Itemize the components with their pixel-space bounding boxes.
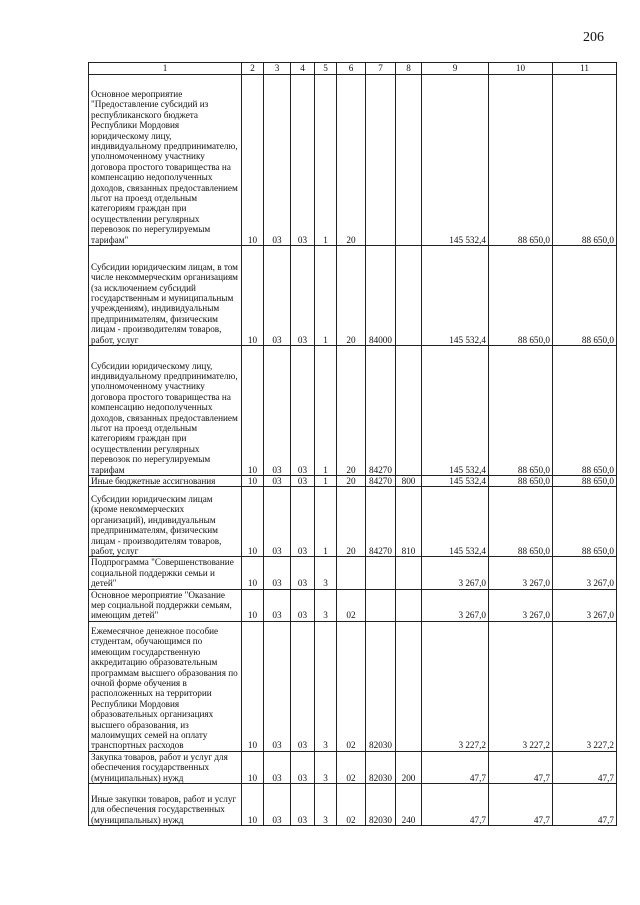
cell-subsection: 03: [264, 751, 291, 783]
column-header: 8: [396, 63, 422, 75]
cell-amount: 3 267,0: [553, 557, 617, 589]
cell-code: 84270: [366, 476, 396, 487]
cell-amount: 3 267,0: [489, 589, 553, 621]
table-row: [89, 621, 617, 751]
cell-code: 02: [337, 621, 366, 751]
cell-code: 20: [337, 487, 366, 557]
cell-code: 82030: [366, 621, 396, 751]
cell-code: 20: [337, 246, 366, 346]
cell-code: 02: [337, 784, 366, 826]
cell-section: 10: [242, 751, 264, 783]
cell-code: [337, 557, 366, 589]
cell-amount: 88 650,0: [553, 476, 617, 487]
cell-amount: 47,7: [489, 784, 553, 826]
table-row: [89, 476, 617, 487]
cell-code: 03: [291, 476, 315, 487]
column-header: 4: [291, 63, 315, 75]
cell-code: 03: [291, 487, 315, 557]
cell-subsection: 03: [264, 75, 291, 246]
row-description: Субсидии юридическим лицам (кроме некоммерческих организаций), индивидуальным предпринимателям, физическим лицам - производителям товаров, работ, услуг: [89, 487, 242, 557]
column-header: 1: [89, 63, 242, 75]
cell-code: 1: [315, 346, 337, 476]
cell-section: 10: [242, 346, 264, 476]
cell-amount: 88 650,0: [489, 246, 553, 346]
cell-subsection: 03: [264, 476, 291, 487]
cell-amount: 88 650,0: [489, 476, 553, 487]
cell-subsection: 03: [264, 246, 291, 346]
cell-code: 82030: [366, 751, 396, 783]
column-header: 5: [315, 63, 337, 75]
table-row: [89, 246, 617, 346]
cell-code: 3: [315, 589, 337, 621]
cell-code: 3: [315, 784, 337, 826]
cell-code: 3: [315, 751, 337, 783]
row-description: Иные закупки товаров, работ и услуг для обеспечения государственных (муниципальных) нужд: [89, 784, 242, 826]
cell-code: 84270: [366, 346, 396, 476]
table-row: [89, 751, 617, 783]
cell-type: [396, 346, 422, 476]
cell-code: 3: [315, 557, 337, 589]
cell-code: 03: [291, 621, 315, 751]
cell-amount: 88 650,0: [489, 487, 553, 557]
column-header: 10: [489, 63, 553, 75]
cell-amount: 3 267,0: [553, 589, 617, 621]
cell-section: 10: [242, 487, 264, 557]
cell-code: 84270: [366, 487, 396, 557]
page-number: 206: [583, 30, 604, 45]
cell-code: 20: [337, 75, 366, 246]
cell-section: 10: [242, 75, 264, 246]
cell-amount: 145 532,4: [422, 75, 489, 246]
cell-type: 200: [396, 751, 422, 783]
table-row: [89, 589, 617, 621]
cell-section: 10: [242, 784, 264, 826]
table-row: [89, 75, 617, 246]
cell-code: [366, 75, 396, 246]
cell-amount: 88 650,0: [553, 487, 617, 557]
cell-type: [396, 246, 422, 346]
row-description: Основное мероприятие "Оказание мер социальной поддержки семьям, имеющим детей": [89, 589, 242, 621]
cell-code: [366, 589, 396, 621]
cell-section: 10: [242, 246, 264, 346]
cell-amount: 3 267,0: [422, 557, 489, 589]
cell-subsection: 03: [264, 589, 291, 621]
cell-amount: 47,7: [553, 784, 617, 826]
table-row: [89, 346, 617, 476]
cell-code: 03: [291, 75, 315, 246]
budget-table: [88, 62, 617, 826]
cell-amount: 47,7: [489, 751, 553, 783]
cell-amount: 145 532,4: [422, 346, 489, 476]
cell-amount: 145 532,4: [422, 246, 489, 346]
cell-type: [396, 557, 422, 589]
cell-amount: 3 267,0: [489, 557, 553, 589]
cell-amount: 88 650,0: [489, 75, 553, 246]
cell-amount: 47,7: [422, 784, 489, 826]
cell-subsection: 03: [264, 557, 291, 589]
cell-code: 1: [315, 487, 337, 557]
cell-code: 20: [337, 346, 366, 476]
cell-amount: 88 650,0: [553, 75, 617, 246]
column-header: 3: [264, 63, 291, 75]
cell-subsection: 03: [264, 487, 291, 557]
column-header: 6: [337, 63, 366, 75]
cell-section: 10: [242, 557, 264, 589]
cell-subsection: 03: [264, 784, 291, 826]
header-row: [89, 63, 617, 75]
cell-amount: 88 650,0: [553, 246, 617, 346]
table-row: [89, 784, 617, 826]
cell-amount: 3 227,2: [489, 621, 553, 751]
cell-code: 3: [315, 621, 337, 751]
row-description: Субсидии юридическим лицам, в том числе некоммерческим организациям (за исключением субсидий государственным и муниципальным учреждениям), индивидуальным предпринимателям, физическим лицам - производителям товаров, работ, услуг: [89, 246, 242, 346]
cell-code: 03: [291, 589, 315, 621]
cell-section: 10: [242, 589, 264, 621]
cell-type: 240: [396, 784, 422, 826]
cell-code: [366, 557, 396, 589]
cell-amount: 3 227,2: [422, 621, 489, 751]
cell-amount: 145 532,4: [422, 476, 489, 487]
cell-code: 03: [291, 246, 315, 346]
cell-amount: 88 650,0: [489, 346, 553, 476]
cell-code: 84000: [366, 246, 396, 346]
row-description: Субсидии юридическому лицу, индивидуальному предпринимателю, уполномоченному участнику договора простого товарищества на компенсацию недополученных доходов, связанных предоставлением льгот на проезд отдельным категориям граждан при осуществлении регулярных перевозок по нерегулируемым тарифам: [89, 346, 242, 476]
row-description: Закупка товаров, работ и услуг для обеспечения государственных (муниципальных) нужд: [89, 751, 242, 783]
cell-code: 03: [291, 784, 315, 826]
cell-code: 02: [337, 751, 366, 783]
table-row: [89, 487, 617, 557]
table-row: [89, 557, 617, 589]
cell-code: 1: [315, 75, 337, 246]
cell-type: [396, 621, 422, 751]
cell-code: 03: [291, 346, 315, 476]
row-description: Подпрограмма "Совершенствование социальной поддержки семьи и детей": [89, 557, 242, 589]
cell-code: 1: [315, 246, 337, 346]
cell-amount: 3 267,0: [422, 589, 489, 621]
cell-amount: 47,7: [553, 751, 617, 783]
cell-amount: 145 532,4: [422, 487, 489, 557]
cell-subsection: 03: [264, 346, 291, 476]
cell-type: [396, 75, 422, 246]
cell-code: 03: [291, 751, 315, 783]
cell-code: 03: [291, 557, 315, 589]
cell-subsection: 03: [264, 621, 291, 751]
column-header: 2: [242, 63, 264, 75]
cell-section: 10: [242, 476, 264, 487]
cell-type: 800: [396, 476, 422, 487]
row-description: Ежемесячное денежное пособие студентам, обучающимся по имеющим государственную аккредитацию образовательным программам высшего образования по очной форме обучения в расположенных на территории Республики Мордовия образовательных организациях высшего образования, из малоимущих семей на оплату транспортных расходов: [89, 621, 242, 751]
cell-amount: 47,7: [422, 751, 489, 783]
cell-section: 10: [242, 621, 264, 751]
cell-amount: 88 650,0: [553, 346, 617, 476]
cell-type: 810: [396, 487, 422, 557]
cell-amount: 3 227,2: [553, 621, 617, 751]
column-header: 7: [366, 63, 396, 75]
cell-code: 20: [337, 476, 366, 487]
cell-code: 02: [337, 589, 366, 621]
column-header: 9: [422, 63, 489, 75]
cell-code: 1: [315, 476, 337, 487]
cell-type: [396, 589, 422, 621]
cell-code: 82030: [366, 784, 396, 826]
row-description: Иные бюджетные ассигнования: [89, 476, 242, 487]
column-header: 11: [553, 63, 617, 75]
row-description: Основное мероприятие "Предоставление субсидий из республиканского бюджета Республики Мордовия юридическому лицу, индивидуальному предпринимателю, уполномоченному участнику договора простого товарищества на компенсацию недополученных доходов, связанных предоставлением льгот на проезд отдельным категориям граждан при осуществлении регулярных перевозок по нерегулируемым тарифам": [89, 75, 242, 246]
